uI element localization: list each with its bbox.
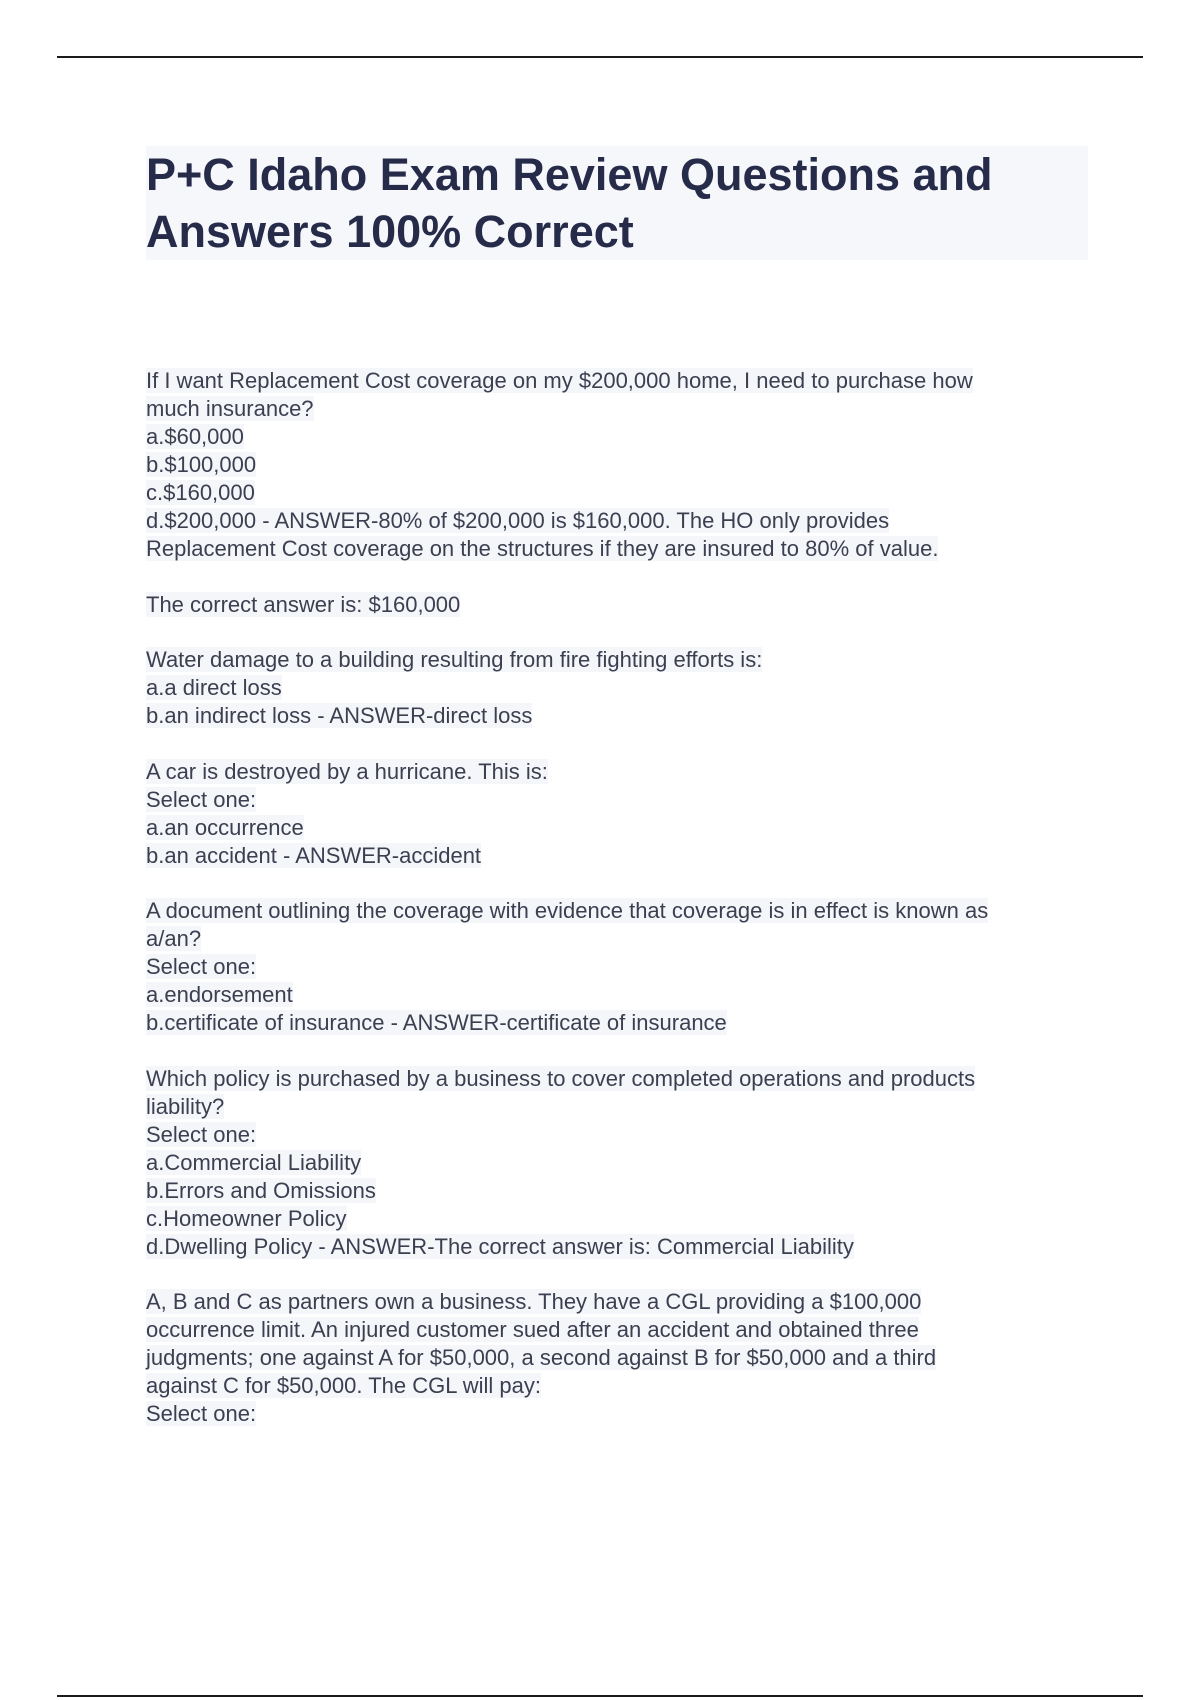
text-line-content: Which policy is purchased by a business to cover completed operations and products <box>146 1065 976 1091</box>
text-line-content: a.a direct loss <box>146 675 282 700</box>
text-line <box>146 814 1088 842</box>
text-line <box>146 953 1088 981</box>
text-line <box>146 1009 1088 1037</box>
title-line-1: P+C Idaho Exam Review Questions and <box>146 149 993 200</box>
text-line-content: a.endorsement <box>146 982 293 1007</box>
text-line <box>146 1233 1088 1261</box>
text-line-content: Water damage to a building resulting from fire fighting efforts is: <box>146 647 763 672</box>
text-line <box>146 1093 1088 1121</box>
text-line-content: a.an occurrence <box>146 814 304 840</box>
top-rule <box>57 56 1143 58</box>
text-line <box>146 786 1088 814</box>
text-line-content: Select one: <box>146 1121 257 1147</box>
text-line <box>146 1177 1088 1205</box>
qa-block <box>146 591 1088 619</box>
title-line-2: Answers 100% Correct <box>146 206 634 257</box>
qa-block <box>146 897 1088 1037</box>
text-line-content: The correct answer is: $160,000 <box>146 591 461 617</box>
text-line <box>146 395 1088 423</box>
text-line-content: a.Commercial Liability <box>146 1149 362 1175</box>
text-line <box>146 591 1088 619</box>
text-line <box>146 981 1088 1009</box>
text-line-content: A document outlining the coverage with evidence that coverage is in effect is known as <box>146 898 989 923</box>
qa-block <box>146 646 1088 730</box>
text-line-content: a.$60,000 <box>146 424 244 449</box>
text-line-content: b.Errors and Omissions <box>146 1177 376 1203</box>
qa-block <box>146 1065 1088 1261</box>
text-line <box>146 1400 1088 1428</box>
qa-content <box>146 367 1088 1456</box>
text-line-content: occurrence limit. An injured customer sued after an accident and obtained three <box>146 1317 919 1342</box>
qa-block <box>146 1288 1088 1428</box>
bottom-rule <box>57 1695 1143 1697</box>
text-line <box>146 1344 1088 1372</box>
text-line <box>146 1205 1088 1233</box>
text-line <box>146 1288 1088 1316</box>
text-line <box>146 758 1088 786</box>
text-line <box>146 1149 1088 1177</box>
text-line-content: much insurance? <box>146 396 314 421</box>
text-line-content: b.certificate of insurance - ANSWER-certificate of insurance <box>146 1010 727 1035</box>
text-line-content: d.$200,000 - ANSWER-80% of $200,000 is $160,000. The HO only provides <box>146 508 890 533</box>
text-line-content: judgments; one against A for $50,000, a second against B for $50,000 and a third <box>146 1345 937 1370</box>
text-line-content: b.$100,000 <box>146 452 257 477</box>
text-line <box>146 646 1088 674</box>
text-line <box>146 674 1088 702</box>
qa-block <box>146 758 1088 870</box>
text-line-content: b.an indirect loss - ANSWER-direct loss <box>146 703 533 728</box>
text-line-content: b.an accident - ANSWER-accident <box>146 842 482 868</box>
text-line <box>146 702 1088 730</box>
text-line <box>146 451 1088 479</box>
text-line-content: c.Homeowner Policy <box>146 1205 347 1231</box>
text-line <box>146 507 1088 535</box>
text-line-content: Replacement Cost coverage on the structures if they are insured to 80% of value. <box>146 536 939 561</box>
text-line-content: against C for $50,000. The CGL will pay: <box>146 1373 541 1398</box>
text-line-content: If I want Replacement Cost coverage on my $200,000 home, I need to purchase how <box>146 368 973 393</box>
text-line <box>146 423 1088 451</box>
text-line <box>146 1121 1088 1149</box>
text-line <box>146 535 1088 563</box>
qa-block <box>146 367 1088 563</box>
text-line <box>146 925 1088 953</box>
text-line-content: Select one: <box>146 954 257 979</box>
text-line-content: Select one: <box>146 1401 257 1426</box>
text-line <box>146 897 1088 925</box>
text-line-content: liability? <box>146 1093 225 1119</box>
text-line-content: d.Dwelling Policy - ANSWER-The correct answer is: Commercial Liability <box>146 1233 854 1259</box>
text-line-content: c.$160,000 <box>146 480 255 505</box>
text-line-content: A car is destroyed by a hurricane. This is: <box>146 758 548 784</box>
text-line-content: A, B and C as partners own a business. They have a CGL providing a $100,000 <box>146 1289 922 1314</box>
text-line <box>146 1372 1088 1400</box>
text-line-content: Select one: <box>146 786 257 812</box>
text-line <box>146 842 1088 870</box>
text-line <box>146 367 1088 395</box>
text-line-content: a/an? <box>146 926 202 951</box>
text-line <box>146 1316 1088 1344</box>
text-line <box>146 479 1088 507</box>
title-block <box>146 146 1088 260</box>
text-line <box>146 1065 1088 1093</box>
page-title <box>146 146 1088 260</box>
